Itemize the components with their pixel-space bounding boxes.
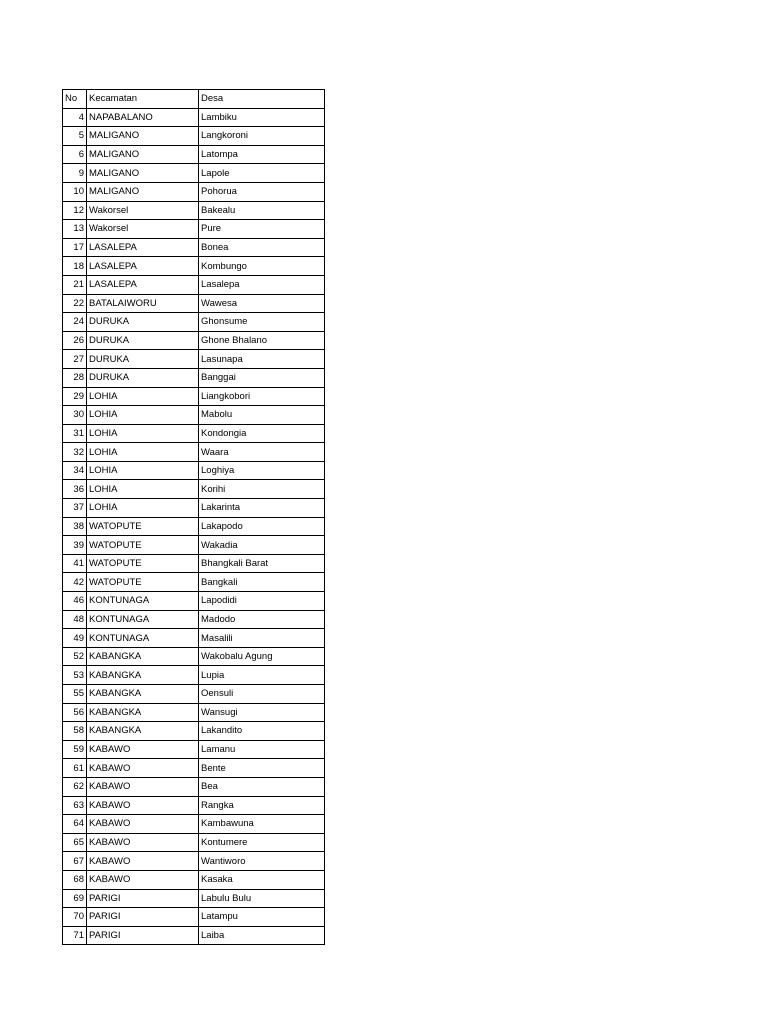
cell-kecamatan: LOHIA xyxy=(87,480,199,499)
cell-kecamatan: MALIGANO xyxy=(87,182,199,201)
table-row xyxy=(63,777,325,796)
table-header-row xyxy=(63,90,325,109)
table-row xyxy=(63,908,325,927)
cell-kecamatan: KABANGKA xyxy=(87,703,199,722)
cell-no: 70 xyxy=(63,908,87,927)
cell-desa: Kontumere xyxy=(199,833,325,852)
table-row xyxy=(63,238,325,257)
cell-no: 21 xyxy=(63,275,87,294)
header-no: No xyxy=(63,90,87,109)
table-row xyxy=(63,889,325,908)
cell-kecamatan: KABAWO xyxy=(87,740,199,759)
cell-kecamatan: WATOPUTE xyxy=(87,573,199,592)
header-desa: Desa xyxy=(199,90,325,109)
cell-desa: Masalili xyxy=(199,629,325,648)
table-row xyxy=(63,926,325,945)
table-row xyxy=(63,722,325,741)
cell-kecamatan: DURUKA xyxy=(87,313,199,332)
cell-desa: Latompa xyxy=(199,145,325,164)
cell-no: 6 xyxy=(63,145,87,164)
table-row xyxy=(63,629,325,648)
cell-no: 13 xyxy=(63,220,87,239)
table-row xyxy=(63,703,325,722)
cell-kecamatan: DURUKA xyxy=(87,368,199,387)
cell-kecamatan: KABAWO xyxy=(87,815,199,834)
cell-desa: Korihi xyxy=(199,480,325,499)
cell-desa: Langkoroni xyxy=(199,127,325,146)
cell-no: 31 xyxy=(63,424,87,443)
cell-desa: Lakandito xyxy=(199,722,325,741)
table-row xyxy=(63,554,325,573)
cell-kecamatan: WATOPUTE xyxy=(87,517,199,536)
cell-desa: Lasalepa xyxy=(199,275,325,294)
cell-desa: Waara xyxy=(199,443,325,462)
cell-no: 56 xyxy=(63,703,87,722)
table-row xyxy=(63,870,325,889)
cell-desa: Lakapodo xyxy=(199,517,325,536)
table-row xyxy=(63,796,325,815)
table-row xyxy=(63,610,325,629)
cell-no: 52 xyxy=(63,647,87,666)
cell-kecamatan: MALIGANO xyxy=(87,145,199,164)
cell-no: 39 xyxy=(63,536,87,555)
cell-desa: Banggai xyxy=(199,368,325,387)
village-table xyxy=(62,89,325,945)
cell-no: 64 xyxy=(63,815,87,834)
cell-desa: Lapodidi xyxy=(199,592,325,611)
cell-kecamatan: KABAWO xyxy=(87,852,199,871)
cell-kecamatan: LOHIA xyxy=(87,461,199,480)
cell-kecamatan: DURUKA xyxy=(87,331,199,350)
table-row xyxy=(63,759,325,778)
table-row xyxy=(63,685,325,704)
table-row xyxy=(63,424,325,443)
cell-no: 24 xyxy=(63,313,87,332)
cell-kecamatan: DURUKA xyxy=(87,350,199,369)
cell-no: 12 xyxy=(63,201,87,220)
cell-kecamatan: KABANGKA xyxy=(87,722,199,741)
cell-kecamatan: LOHIA xyxy=(87,406,199,425)
cell-no: 29 xyxy=(63,387,87,406)
cell-desa: Lapole xyxy=(199,164,325,183)
cell-no: 28 xyxy=(63,368,87,387)
cell-no: 58 xyxy=(63,722,87,741)
cell-no: 69 xyxy=(63,889,87,908)
table-row xyxy=(63,815,325,834)
cell-desa: Kombungo xyxy=(199,257,325,276)
cell-kecamatan: KONTUNAGA xyxy=(87,592,199,611)
cell-kecamatan: LASALEPA xyxy=(87,238,199,257)
cell-no: 61 xyxy=(63,759,87,778)
cell-kecamatan: Wakorsel xyxy=(87,201,199,220)
cell-desa: Kondongia xyxy=(199,424,325,443)
cell-no: 68 xyxy=(63,870,87,889)
cell-kecamatan: LOHIA xyxy=(87,424,199,443)
cell-no: 5 xyxy=(63,127,87,146)
cell-desa: Bonea xyxy=(199,238,325,257)
cell-desa: Lakarinta xyxy=(199,499,325,518)
cell-desa: Wansugi xyxy=(199,703,325,722)
cell-no: 30 xyxy=(63,406,87,425)
cell-no: 41 xyxy=(63,554,87,573)
cell-desa: Bente xyxy=(199,759,325,778)
cell-no: 71 xyxy=(63,926,87,945)
table-row xyxy=(63,536,325,555)
table-row xyxy=(63,592,325,611)
table-row xyxy=(63,833,325,852)
cell-no: 26 xyxy=(63,331,87,350)
cell-desa: Lasunapa xyxy=(199,350,325,369)
cell-desa: Pure xyxy=(199,220,325,239)
cell-no: 59 xyxy=(63,740,87,759)
table-row xyxy=(63,406,325,425)
cell-no: 36 xyxy=(63,480,87,499)
cell-kecamatan: KONTUNAGA xyxy=(87,629,199,648)
cell-kecamatan: WATOPUTE xyxy=(87,554,199,573)
table-body xyxy=(63,108,325,945)
table-row xyxy=(63,164,325,183)
cell-kecamatan: LASALEPA xyxy=(87,257,199,276)
cell-no: 9 xyxy=(63,164,87,183)
cell-kecamatan: WATOPUTE xyxy=(87,536,199,555)
cell-desa: Lambiku xyxy=(199,108,325,127)
cell-desa: Wakobalu Agung xyxy=(199,647,325,666)
cell-desa: Wakadia xyxy=(199,536,325,555)
cell-no: 48 xyxy=(63,610,87,629)
cell-kecamatan: PARIGI xyxy=(87,908,199,927)
cell-desa: Bea xyxy=(199,777,325,796)
cell-kecamatan: NAPABALANO xyxy=(87,108,199,127)
cell-desa: Oensuli xyxy=(199,685,325,704)
table-row xyxy=(63,350,325,369)
cell-desa: Liangkobori xyxy=(199,387,325,406)
cell-no: 4 xyxy=(63,108,87,127)
spreadsheet-page xyxy=(62,89,325,945)
cell-desa: Mabolu xyxy=(199,406,325,425)
cell-kecamatan: Wakorsel xyxy=(87,220,199,239)
cell-desa: Lupia xyxy=(199,666,325,685)
cell-kecamatan: KABANGKA xyxy=(87,666,199,685)
cell-kecamatan: MALIGANO xyxy=(87,127,199,146)
cell-no: 63 xyxy=(63,796,87,815)
cell-desa: Bangkali xyxy=(199,573,325,592)
table-row xyxy=(63,294,325,313)
cell-desa: Wantiworo xyxy=(199,852,325,871)
cell-no: 17 xyxy=(63,238,87,257)
table-row xyxy=(63,331,325,350)
cell-desa: Lamanu xyxy=(199,740,325,759)
cell-desa: Loghiya xyxy=(199,461,325,480)
cell-kecamatan: LOHIA xyxy=(87,387,199,406)
cell-kecamatan: PARIGI xyxy=(87,926,199,945)
table-row xyxy=(63,499,325,518)
table-row xyxy=(63,145,325,164)
cell-desa: Madodo xyxy=(199,610,325,629)
cell-desa: Latampu xyxy=(199,908,325,927)
table-row xyxy=(63,257,325,276)
cell-kecamatan: KABAWO xyxy=(87,777,199,796)
cell-kecamatan: MALIGANO xyxy=(87,164,199,183)
cell-desa: Bakealu xyxy=(199,201,325,220)
cell-no: 67 xyxy=(63,852,87,871)
cell-kecamatan: KABAWO xyxy=(87,870,199,889)
cell-no: 27 xyxy=(63,350,87,369)
cell-desa: Kasaka xyxy=(199,870,325,889)
table-row xyxy=(63,517,325,536)
table-row xyxy=(63,201,325,220)
table-row xyxy=(63,852,325,871)
cell-desa: Ghone Bhalano xyxy=(199,331,325,350)
table-row xyxy=(63,108,325,127)
table-row xyxy=(63,182,325,201)
table-row xyxy=(63,480,325,499)
cell-kecamatan: KABANGKA xyxy=(87,647,199,666)
cell-kecamatan: BATALAIWORU xyxy=(87,294,199,313)
table-row xyxy=(63,461,325,480)
header-kecamatan: Kecamatan xyxy=(87,90,199,109)
table-row xyxy=(63,666,325,685)
cell-no: 65 xyxy=(63,833,87,852)
cell-no: 22 xyxy=(63,294,87,313)
cell-no: 62 xyxy=(63,777,87,796)
cell-desa: Ghonsume xyxy=(199,313,325,332)
cell-desa: Laiba xyxy=(199,926,325,945)
table-row xyxy=(63,127,325,146)
cell-desa: Bhangkali Barat xyxy=(199,554,325,573)
table-row xyxy=(63,740,325,759)
cell-desa: Kambawuna xyxy=(199,815,325,834)
cell-no: 38 xyxy=(63,517,87,536)
table-row xyxy=(63,220,325,239)
cell-kecamatan: LOHIA xyxy=(87,443,199,462)
cell-desa: Wawesa xyxy=(199,294,325,313)
cell-no: 18 xyxy=(63,257,87,276)
cell-kecamatan: KABAWO xyxy=(87,759,199,778)
cell-kecamatan: PARIGI xyxy=(87,889,199,908)
table-row xyxy=(63,368,325,387)
cell-kecamatan: KABANGKA xyxy=(87,685,199,704)
cell-no: 10 xyxy=(63,182,87,201)
cell-kecamatan: LOHIA xyxy=(87,499,199,518)
cell-kecamatan: KONTUNAGA xyxy=(87,610,199,629)
cell-desa: Rangka xyxy=(199,796,325,815)
table-row xyxy=(63,443,325,462)
cell-kecamatan: LASALEPA xyxy=(87,275,199,294)
cell-desa: Labulu Bulu xyxy=(199,889,325,908)
cell-desa: Pohorua xyxy=(199,182,325,201)
cell-no: 32 xyxy=(63,443,87,462)
cell-no: 53 xyxy=(63,666,87,685)
cell-no: 42 xyxy=(63,573,87,592)
cell-no: 46 xyxy=(63,592,87,611)
cell-kecamatan: KABAWO xyxy=(87,833,199,852)
table-row xyxy=(63,387,325,406)
cell-no: 37 xyxy=(63,499,87,518)
table-row xyxy=(63,313,325,332)
table-row xyxy=(63,647,325,666)
table-row xyxy=(63,275,325,294)
cell-kecamatan: KABAWO xyxy=(87,796,199,815)
cell-no: 34 xyxy=(63,461,87,480)
cell-no: 49 xyxy=(63,629,87,648)
cell-no: 55 xyxy=(63,685,87,704)
table-row xyxy=(63,573,325,592)
